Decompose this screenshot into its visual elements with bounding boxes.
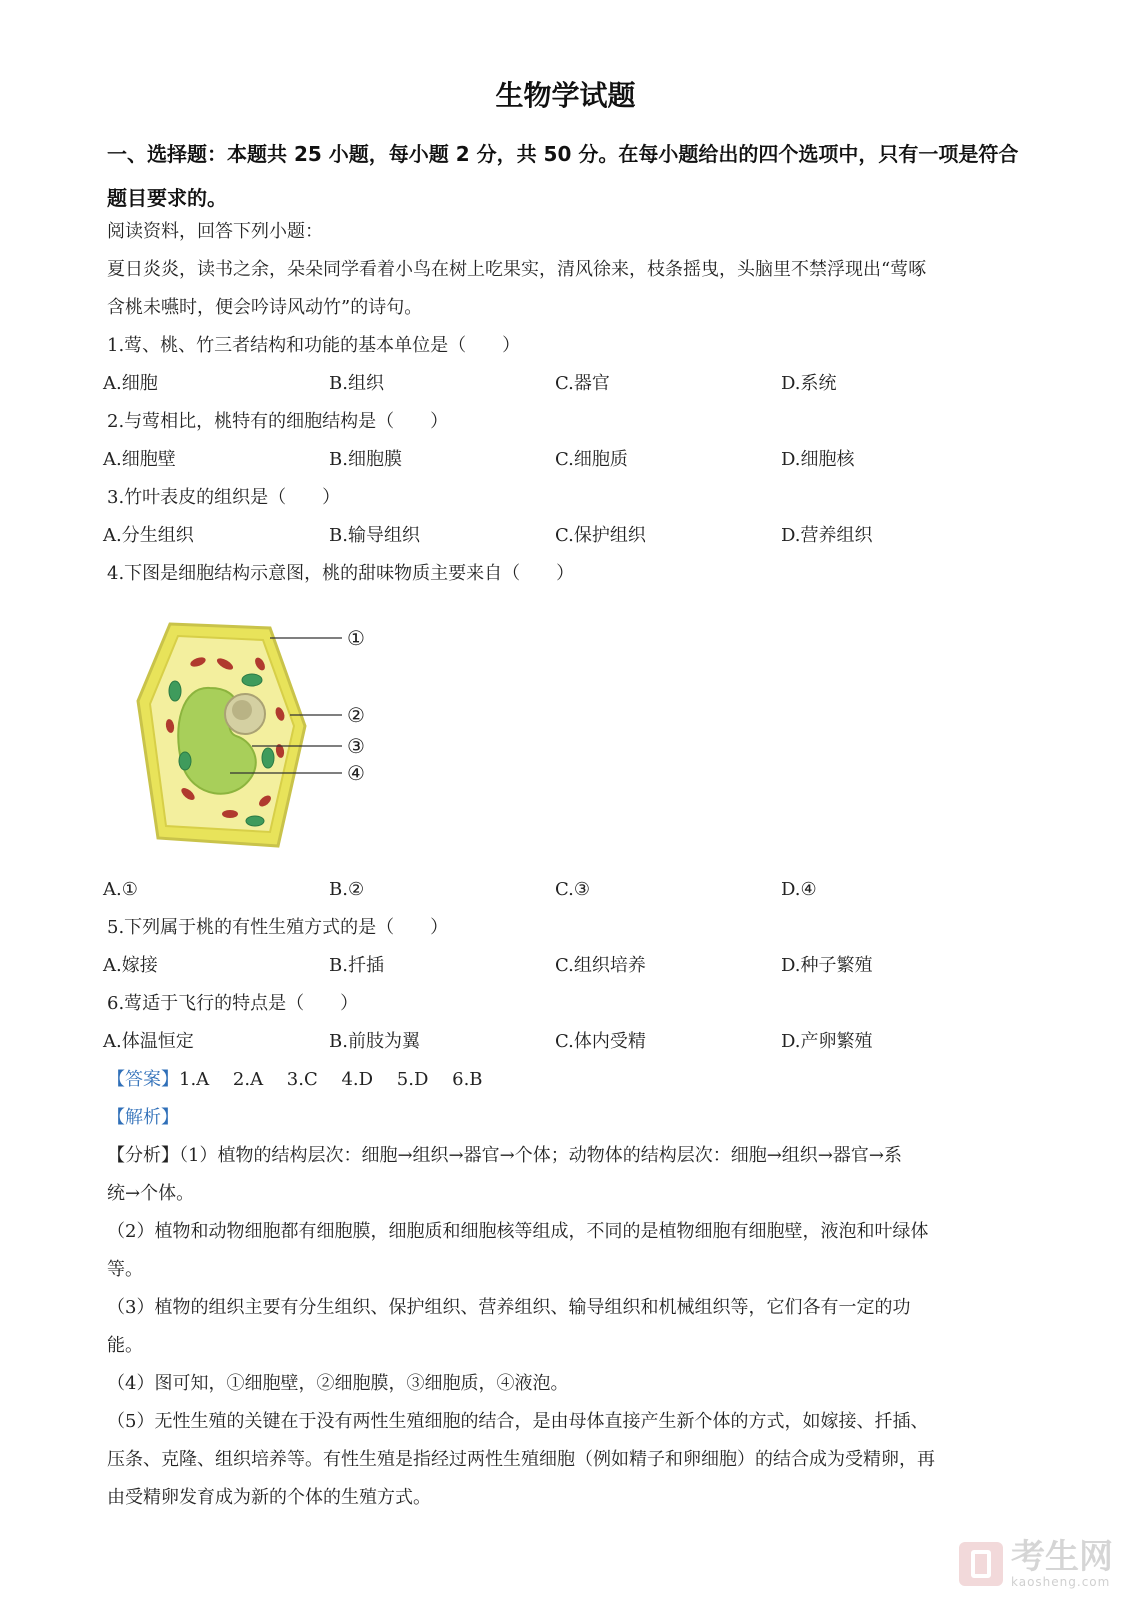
question-5-option-b: B.扦插 (329, 955, 384, 976)
question-2-option-c: C.细胞质 (555, 449, 628, 470)
analysis-point-5a: （5）无性生殖的关键在于没有两性生殖细胞的结合，是由母体直接产生新个体的方式，如嫁接、扦插、 (107, 1411, 929, 1432)
passage-line-1: 夏日炎炎，读书之余，朵朵同学看着小鸟在树上吃果实，清风徐来，枝条摇曳，头脑里不禁浮现出“莺啄 (107, 259, 927, 280)
question-5-option-c: C.组织培养 (555, 955, 646, 976)
question-3-option-d: D.营养组织 (781, 525, 873, 546)
analysis-point-3b: 能。 (107, 1335, 143, 1356)
watermark (959, 1537, 1113, 1589)
question-6-option-a: A.体温恒定 (103, 1031, 194, 1052)
question-1-option-b: B.组织 (329, 373, 384, 394)
question-3-stem: 3.竹叶表皮的组织是（ ） (107, 487, 341, 508)
chloroplast (246, 816, 264, 826)
mitochondrion (222, 810, 238, 818)
question-3-option-c: C.保护组织 (555, 525, 646, 546)
analysis-tag: 【解析】 (107, 1107, 179, 1128)
page-title: 生物学试题 (495, 79, 636, 112)
figure-label-4: ④ (347, 761, 365, 785)
question-4-option-b: B.② (329, 879, 365, 900)
question-3-option-b: B.输导组织 (329, 525, 420, 546)
question-6-option-c: C.体内受精 (555, 1031, 646, 1052)
question-6-option-b: B.前肢为翼 (329, 1031, 420, 1052)
analysis-point-4: （4）图可知，①细胞壁，②细胞膜，③细胞质，④液泡。 (107, 1373, 569, 1394)
section-header: 一、选择题：本题共 25 小题，每小题 2 分，共 50 分。在每小题给出的四个选项中，只有一项是符合题目要求的。 (107, 142, 1019, 210)
question-5-option-a: A.嫁接 (103, 955, 158, 976)
analysis-line-1 (107, 1144, 902, 1168)
question-2-option-b: B.细胞膜 (329, 449, 402, 470)
question-2-option-a: A.细胞壁 (103, 449, 176, 470)
answer-tag: 【答案】 (107, 1069, 179, 1090)
nucleolus (232, 700, 252, 720)
question-1-option-c: C.器官 (555, 373, 610, 394)
question-4-option-a: A.① (103, 879, 138, 900)
analysis-point-3a: （3）植物的组织主要有分生组织、保护组织、营养组织、输导组织和机械组织等，它们各有一定的功 (107, 1297, 911, 1318)
question-4-option-d: D.④ (781, 879, 817, 900)
question-1-option-a: A.细胞 (103, 373, 158, 394)
reading-intro: 阅读资料，回答下列小题： (107, 221, 323, 242)
chloroplast (242, 674, 262, 686)
watermark-sub: kaosheng.com (1011, 1575, 1111, 1589)
answer-line (107, 1068, 483, 1092)
analysis-point-5c: 由受精卵发育成为新的个体的生殖方式。 (107, 1487, 431, 1508)
analysis-point-2b: 等。 (107, 1259, 143, 1280)
question-3-option-a: A.分生组织 (103, 525, 194, 546)
question-5-stem: 5.下列属于桃的有性生殖方式的是（ ） (107, 917, 449, 938)
question-5-option-d: D.种子繁殖 (781, 955, 873, 976)
chloroplast (169, 681, 181, 701)
question-1-stem: 1.莺、桃、竹三者结构和功能的基本单位是（ ） (107, 335, 521, 356)
watermark-main: 考生网 (1011, 1537, 1113, 1577)
passage-line-2: 含桃未嚥时，便会吟诗风动竹”的诗句。 (107, 297, 423, 318)
question-6-stem: 6.莺适于飞行的特点是（ ） (107, 993, 359, 1014)
analysis-point-1b: 统→个体。 (107, 1183, 195, 1204)
question-4-option-c: C.③ (555, 879, 590, 900)
analysis-point-5b: 压条、克隆、组织培养等。有性生殖是指经过两性生殖细胞（例如精子和卵细胞）的结合成为受精卵，再 (107, 1449, 935, 1470)
question-2-option-d: D.细胞核 (781, 449, 855, 470)
analysis-point-2a: （2）植物和动物细胞都有细胞膜，细胞质和细胞核等组成，不同的是植物细胞有细胞壁，液泡和叶绿体 (107, 1221, 929, 1242)
question-6-option-d: D.产卵繁殖 (781, 1031, 873, 1052)
analysis-point-1a: （1）植物的结构层次：细胞→组织→器官→个体；动物体的结构层次：细胞→组织→器官→系 (179, 1145, 902, 1166)
question-2-stem: 2.与莺相比，桃特有的细胞结构是（ ） (107, 411, 449, 432)
figure-label-2: ② (347, 703, 365, 727)
question-1-option-d: D.系统 (781, 373, 837, 394)
figure-label-3: ③ (347, 734, 365, 758)
watermark-logo-icon (959, 1542, 1003, 1586)
chloroplast (262, 748, 274, 768)
question-4-stem: 4.下图是细胞结构示意图，桃的甜味物质主要来自（ ） (107, 563, 575, 584)
answer-text: 1.A 2.A 3.C 4.D 5.D 6.B (179, 1069, 483, 1090)
figure-label-1: ① (347, 626, 365, 650)
chloroplast (179, 752, 191, 770)
analysis-subtag: 【分析】 (107, 1145, 179, 1166)
plant-cell-diagram (130, 616, 390, 864)
